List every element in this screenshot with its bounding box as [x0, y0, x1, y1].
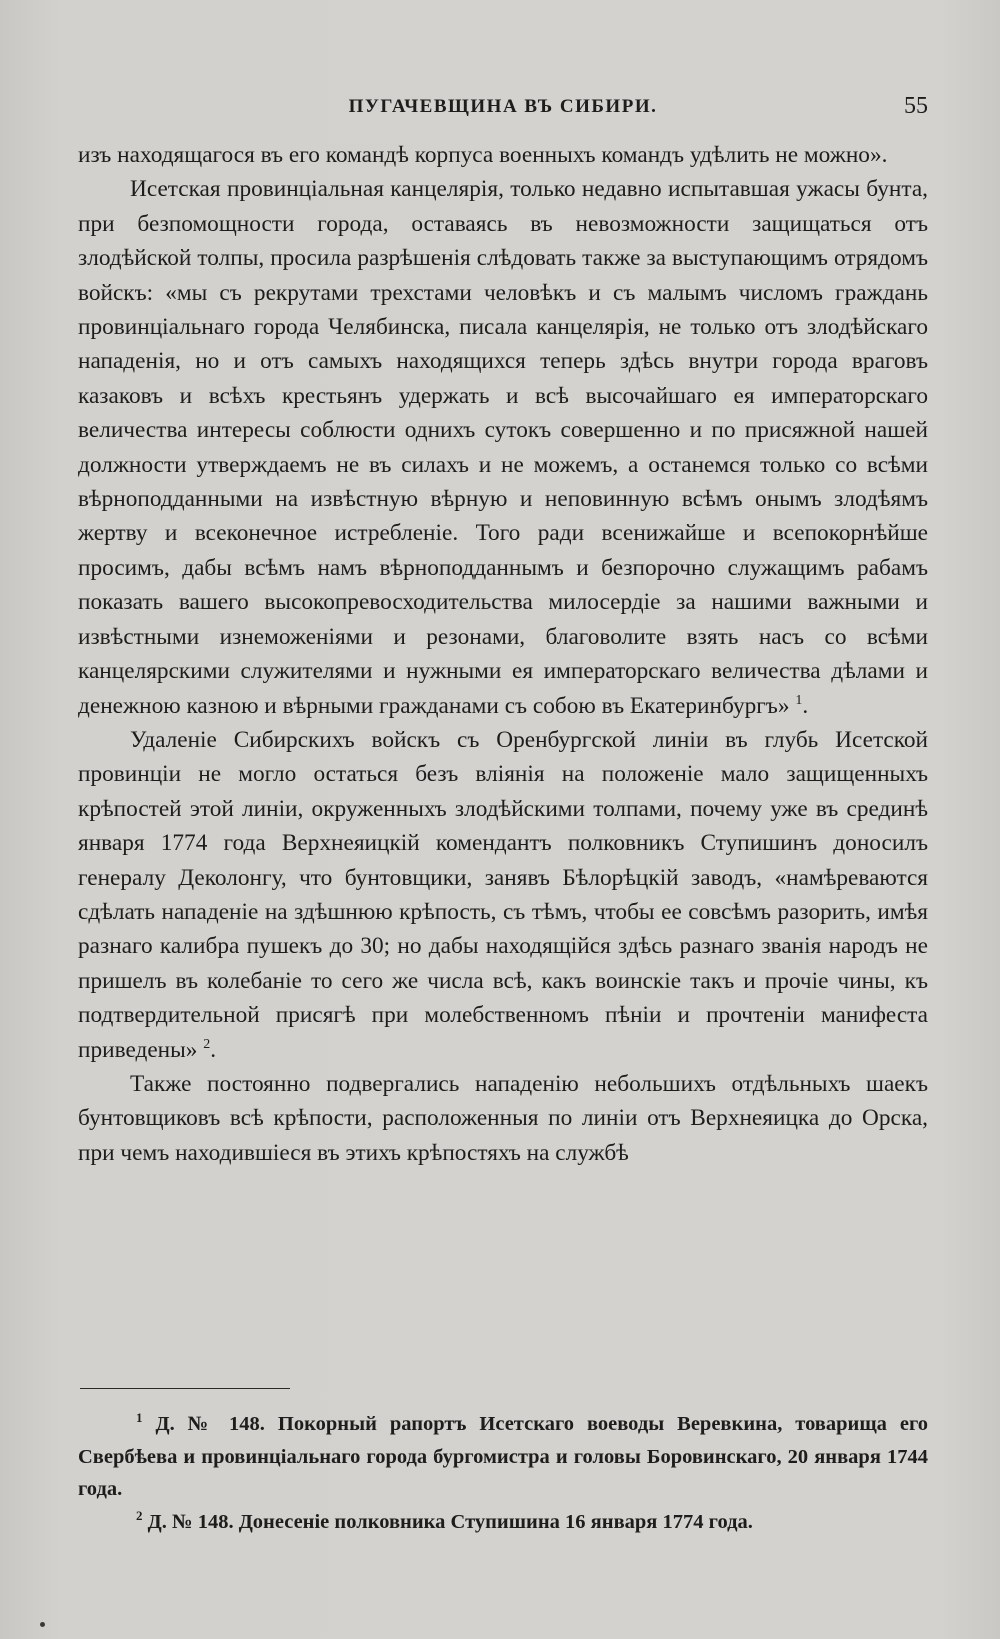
- paragraph-1: [78, 138, 928, 172]
- footnote-ref-2: 2: [203, 1036, 211, 1052]
- footnote-ref-1: 1: [795, 692, 803, 708]
- footnotes: [78, 1408, 928, 1538]
- running-title: ПУГАЧЕВЩИНА ВЪ СИБИРИ.: [348, 96, 658, 117]
- footnote-1-text: Д. № 148. Покорный рапортъ Исетскаго воеводы Веревкина, товарища его Свербѣева и провинціальнаго города бургомистра и головы Боровинскаго, 20 января 1744 года.: [78, 1413, 929, 1500]
- scan-speck: [40, 1622, 45, 1627]
- footnote-1-mark: 1: [136, 1410, 143, 1425]
- paragraph-4: [78, 1067, 928, 1170]
- footnote-separator: [80, 1388, 290, 1389]
- page-number: 55: [904, 93, 928, 119]
- footnote-2: [78, 1506, 928, 1539]
- paragraph-3: Удаленіе Сибирскихъ войскъ съ Оренбургской линіи въ глубь Исетской провинціи не могло остаться безъ вліянія на положеніе мало защищенныхъ крѣпостей этой линіи, окруженныхъ злодѣйскими толпами, почему уже въ срединѣ января 1774 года Верхнеяицкій комендантъ полковникъ Ступишинъ доносилъ генералу Деколонгу, что бунтовщики, занявъ Бѣлорѣцкій заводъ, «намѣреваются сдѣлать нападеніе на здѣшнюю крѣпость, съ тѣмъ, чтобы ее совсѣмъ разорить, имѣя разнаго калибра пушекъ до 30; но дабы находящійся здѣсь разнаго званія народъ не пришелъ въ колебаніе то сего же числа всѣ, какъ воинскіе такъ и прочіе чины, къ подтвердительной присягѣ при молебственномъ пѣніи и прочтеніи манифеста приведены» $^2$.: [78, 726, 928, 1063]
- body-text: [78, 138, 928, 1170]
- page-header: [78, 93, 928, 126]
- paragraph-2-text: Исетская провинціальная канцелярія, только недавно испытавшая ужасы бунта, при безпомощности города, оставаясь въ невозможности защищаться отъ злодѣйской толпы, просила разрѣшенія слѣдовать также за выступающимъ отрядомъ войскъ: «мы съ рекрутами трехстами человѣкъ и съ малымъ числомъ граждань провинціальнаго города Челябинска, писала канцелярія, не только отъ злодѣйскаго нападенія, но и отъ самыхъ находящихся теперь здѣсь внутри города враговъ казаковъ и всѣхъ крестьянъ удержать и всѣ высочайшаго ея императорскаго величества интересы соблюсти однихъ сутокъ совершенно и по присяжной нашей должности утверждаемъ не въ силахъ и не можемъ, а останемся только со всѣми вѣрноподданными на извѣстную вѣрную и неповинную всѣмъ онымъ злодѣямъ жертву и всеконечное истребленіе. Того ради всенижайше и всепокорнѣйше просимъ, дабы всѣмъ намъ вѣрноподданнымъ и безпорочно служащимъ рабамъ показать вашего высокопревосходительства милосердіе за нашими важными и извѣстными изнеможеніями и резонами, благоволите взять насъ со всѣми канцелярскими служителями и нужными ея императорскаго величества дѣлами и денежною казною и вѣрными гражданами съ собою въ Екатеринбургъ»: [78, 176, 928, 719]
- paragraph-3-text: Удаленіе Сибирскихъ войскъ съ Оренбургской линіи въ глубь Исетской провинціи не могло остаться безъ вліянія на положеніе мало защищенныхъ крѣпостей этой линіи, окруженныхъ злодѣйскими толпами, почему уже въ срединѣ января 1774 года Верхнеяицкій комендантъ полковникъ Ступишинъ доносилъ генералу Деколонгу, что бунтовщики, занявъ Бѣлорѣцкій заводъ, «намѣреваются сдѣлать нападеніе на здѣшнюю крѣпость, съ тѣмъ, чтобы ее совсѣмъ разорить, имѣя разнаго калибра пушекъ до 30; но дабы находящійся здѣсь разнаго званія народъ не пришелъ въ колебаніе то сего же числа всѣ, какъ воинскіе такъ и прочіе чины, къ подтвердительной присягѣ при молебственномъ пѣніи и прочтеніи манифеста приведены»: [78, 726, 928, 1063]
- paragraph-1-text: изъ находящагося въ его командѣ корпуса военныхъ командъ удѣлить не можно».: [78, 142, 888, 168]
- footnote-2-mark: 2: [136, 1507, 143, 1523]
- footnote-2-text: Д. № 148. Донесеніе полковника Ступишина 16 января 1774 года.: [147, 1510, 753, 1533]
- footnote-1: [78, 1408, 928, 1506]
- paragraph-4-text: Также постоянно подвергались нападенію небольшихъ отдѣльныхъ шаекъ бунтовщиковъ всѣ крѣпости, расположенныя по линіи отъ Верхнеяицка до Орска, при чемъ находившіеся въ этихъ крѣпостяхъ на службѣ: [78, 1070, 928, 1166]
- paragraph-2: Исетская провинціальная канцелярія, только недавно испытавшая ужасы бунта, при безпомощности города, оставаясь въ невозможности защищаться отъ злодѣйской толпы, просила разрѣшенія слѣдовать также за выступающимъ отрядомъ войскъ: «мы съ рекрутами трехстами человѣкъ и съ малымъ числомъ граждань провинціальнаго города Челябинска, писала канцелярія, не только отъ злодѣйскаго нападенія, но и отъ самыхъ находящихся теперь здѣсь внутри города враговъ казаковъ и всѣхъ крестьянъ удержать и всѣ высочайшаго ея императорскаго величества интересы соблюсти однихъ сутокъ совершенно и по присяжной нашей должности утверждаемъ не въ силахъ и не можемъ, а останемся только со всѣми вѣрноподданными на извѣстную вѣрную и неповинную всѣмъ онымъ злодѣямъ жертву и всеконечное истребленіе. Того ради всенижайше и всепокорнѣйше просимъ, дабы всѣмъ намъ вѣрноподданнымъ и безпорочно служащимъ рабамъ показать вашего высокопревосходительства милосердіе за нашими важными и извѣстными изнеможеніями и резонами, благоволите взять насъ со всѣми канцелярскими служителями и нужными ея императорскаго величества дѣлами и денежною казною и вѣрными гражданами съ собою въ Екатеринбургъ» $^1$.: [78, 176, 928, 719]
